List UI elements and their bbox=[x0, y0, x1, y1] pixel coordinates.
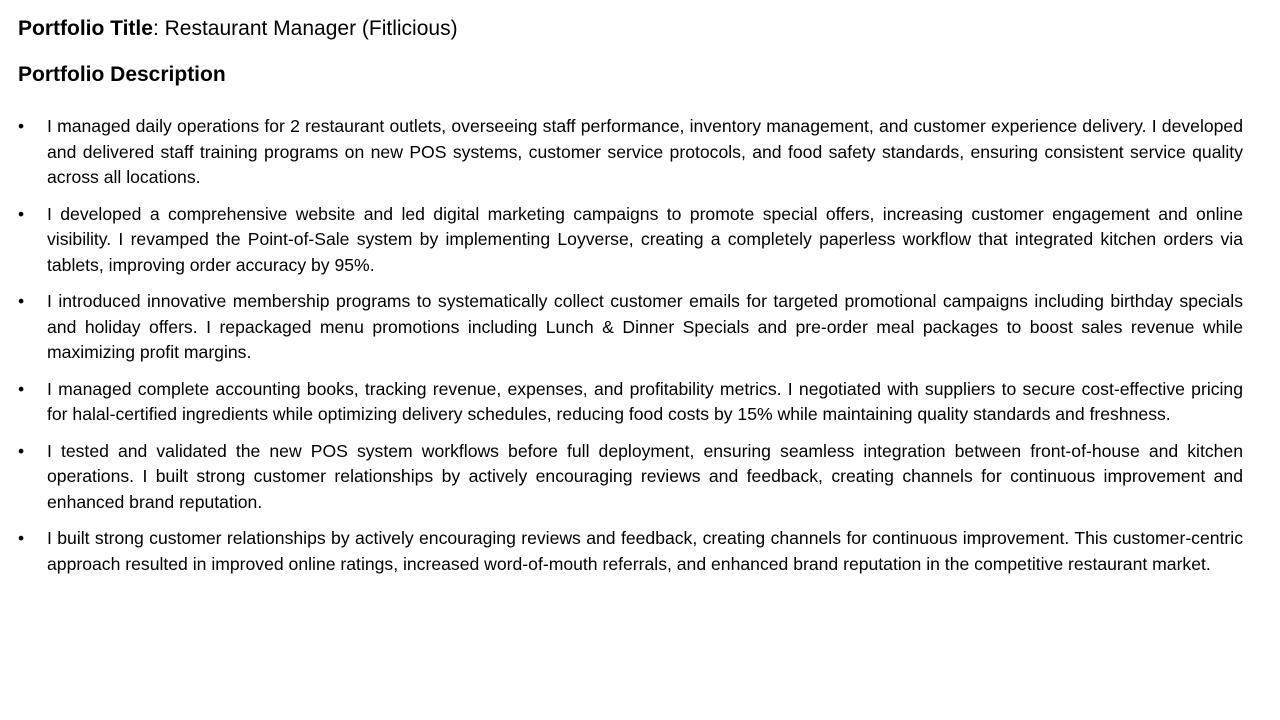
bullet-item bbox=[18, 114, 1243, 191]
portfolio-bullet-list bbox=[18, 114, 1243, 588]
bullet-marker: • bbox=[18, 378, 25, 399]
bullet-marker: • bbox=[18, 440, 25, 461]
bullet-text: I managed daily operations for 2 restaurant outlets, overseeing staff performance, inventory management, and customer experience delivery. I developed and delivered staff training programs on new POS systems, customer service protocols, and food safety standards, ensuring consistent service quality across all locations. bbox=[47, 116, 1243, 187]
bullet-marker: • bbox=[18, 116, 25, 136]
bullet-item bbox=[18, 289, 1243, 366]
portfolio-title-label: Portfolio Title bbox=[18, 17, 153, 40]
bullet-marker: • bbox=[18, 291, 25, 311]
bullet-item bbox=[18, 439, 1243, 516]
bullet-marker: • bbox=[18, 203, 25, 224]
portfolio-title bbox=[18, 16, 458, 42]
bullet-item bbox=[18, 526, 1243, 577]
bullet-text: I developed a comprehensive website and led digital marketing campaigns to promote special offers, increasing customer engagement and online visibility. I revamped the Point-of-Sale system by implementing Loyverse, creating a completely paperless workflow that integrated kitchen orders via tablets, improving order accuracy by 95%. bbox=[47, 203, 1243, 275]
bullet-text: I tested and validated the new POS system workflows before full deployment, ensuring seamless integration between front-of-house and kitchen operations. I built strong customer relationships by actively encouraging reviews and feedback, creating channels for continuous improvement and enhanced brand reputation. bbox=[47, 440, 1243, 512]
portfolio-title-separator: : bbox=[152, 17, 165, 40]
bullet-text: I built strong customer relationships by actively encouraging reviews and feedback, creating channels for continuous improvement. This customer-centric approach resulted in improved online ratings, increased word-of-mouth referrals, and enhanced brand reputation in the competitive restaurant market. bbox=[47, 528, 1243, 574]
bullet-item bbox=[18, 377, 1243, 428]
bullet-text: I introduced innovative membership programs to systematically collect customer emails for targeted promotional campaigns including birthday specials and holiday offers. I repackaged menu promotions including Lunch & Dinner Specials and pre-order meal packages to boost sales revenue while maximizing profit margins. bbox=[47, 291, 1243, 362]
portfolio-description-heading: Portfolio Description bbox=[18, 63, 226, 86]
bullet-item bbox=[18, 202, 1243, 279]
portfolio-title-value: Restaurant Manager (Fitlicious) bbox=[164, 17, 458, 40]
bullet-text: I managed complete accounting books, tracking revenue, expenses, and profitability metrics. I negotiated with suppliers to secure cost-effective pricing for halal-certified ingredients while optimizing delivery schedules, reducing food costs by 15% while maintaining quality standards and freshness. bbox=[47, 378, 1243, 424]
bullet-marker: • bbox=[18, 528, 25, 548]
